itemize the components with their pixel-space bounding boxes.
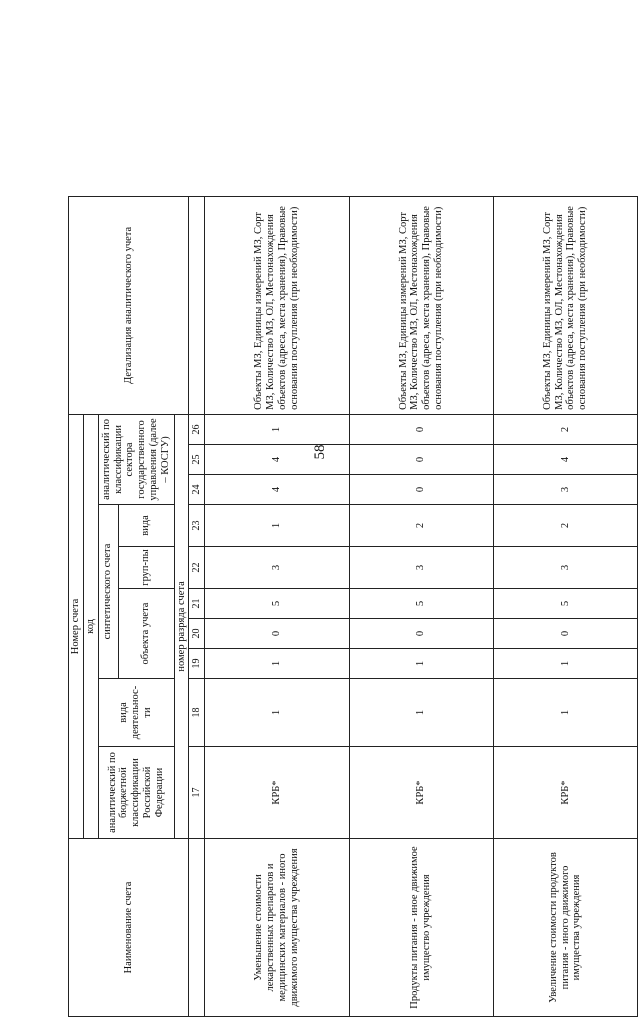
row-kosgu-digit: 2: [493, 414, 637, 444]
rotated-table-container: [68, 197, 638, 1017]
row-object-digit: 0: [205, 619, 349, 649]
digit-cell: 18: [189, 679, 205, 747]
row-object-digit: 1: [205, 649, 349, 679]
row-budget-class: КРБ*: [205, 747, 349, 839]
digit-cell: 26: [189, 414, 205, 444]
digit-cell: 20: [189, 619, 205, 649]
header-kind: вида: [118, 505, 174, 547]
header-code: код: [83, 414, 98, 838]
row-object-digit: 1: [493, 649, 637, 679]
header-row-1: [69, 196, 84, 1016]
header-digit-row: номер разряда счета: [174, 414, 189, 838]
page-number: 58: [312, 444, 328, 460]
row-object-digit: 0: [493, 619, 637, 649]
row-account-name: Продукты питания - иное движимое имущество учреждения: [349, 839, 493, 1017]
digits-row: [189, 196, 205, 1016]
row-kind: 2: [349, 505, 493, 547]
table-row: [493, 196, 637, 1016]
row-detail: Объекты МЗ, Единицы измерений МЗ, Сорт МЗ, Количество МЗ, ОЛ, Местонахождения объектов (адреса, места хранения), Правовые основания поступления (при необходимости): [493, 196, 637, 414]
row-budget-class: КРБ*: [493, 747, 637, 839]
digit-cell: 25: [189, 445, 205, 475]
row-kosgu-digit: 4: [205, 475, 349, 505]
row-kosgu-digit: 0: [349, 414, 493, 444]
row-kosgu-digit: 1: [205, 414, 349, 444]
row-object-digit: 1: [349, 649, 493, 679]
digit-cell: 24: [189, 475, 205, 505]
row-kosgu-digit: 0: [349, 445, 493, 475]
digit-cell: 22: [189, 547, 205, 589]
row-group: 3: [493, 547, 637, 589]
header-account-number: Номер счета: [69, 414, 84, 838]
row-activity-type: 1: [205, 679, 349, 747]
row-group: 3: [349, 547, 493, 589]
header-kosgu: аналитический по классификации сектора государственного управления (далее – КОСГУ): [98, 414, 174, 504]
row-detail: Объекты МЗ, Единицы измерений МЗ, Сорт МЗ, Количество МЗ, ОЛ, Местонахождения объектов (адреса, места хранения), Правовые основания поступления (при необходимости): [205, 196, 349, 414]
row-group: 3: [205, 547, 349, 589]
row-object-digit: 5: [493, 589, 637, 619]
table-row: [205, 196, 349, 1016]
digit-cell: 17: [189, 747, 205, 839]
header-object: объекта учета: [118, 589, 174, 679]
row-object-digit: 0: [349, 619, 493, 649]
header-activity-type: вида деятельнос-ти: [98, 679, 174, 747]
accounts-table: [68, 196, 638, 1017]
digit-cell: 21: [189, 589, 205, 619]
digit-blank: [189, 839, 205, 1017]
row-object-digit: 5: [205, 589, 349, 619]
header-budget-class: аналитический по бюджетной классификации Российской Федерации: [98, 747, 174, 839]
row-kosgu-digit: 0: [349, 475, 493, 505]
row-detail: Объекты МЗ, Единицы измерений МЗ, Сорт МЗ, Количество МЗ, ОЛ, Местонахождения объектов (адреса, места хранения), Правовые основания поступления (при необходимости): [349, 196, 493, 414]
digit-cell: 23: [189, 505, 205, 547]
row-kosgu-digit: 4: [493, 445, 637, 475]
header-synthetic: синтетического счета: [98, 505, 118, 679]
digit-blank: [189, 196, 205, 414]
row-kind: 1: [205, 505, 349, 547]
row-activity-type: 1: [349, 679, 493, 747]
row-account-name: Увеличение стоимости продуктов питания - иного движимого имущества учреждения: [493, 839, 637, 1017]
header-account-name: Наименование счета: [69, 839, 189, 1017]
row-kosgu-digit: 3: [493, 475, 637, 505]
row-kind: 2: [493, 505, 637, 547]
table-row: [349, 196, 493, 1016]
header-detail: Детализация аналитического учета: [69, 196, 189, 414]
row-account-name: Уменьшение стоимости лекарственных препаратов и медицинских материалов - иного движимого имущества учреждения: [205, 839, 349, 1017]
digit-cell: 19: [189, 649, 205, 679]
row-budget-class: КРБ*: [349, 747, 493, 839]
row-object-digit: 5: [349, 589, 493, 619]
header-group: груп-пы: [118, 547, 174, 589]
row-activity-type: 1: [493, 679, 637, 747]
row-kosgu-digit: 4: [205, 445, 349, 475]
